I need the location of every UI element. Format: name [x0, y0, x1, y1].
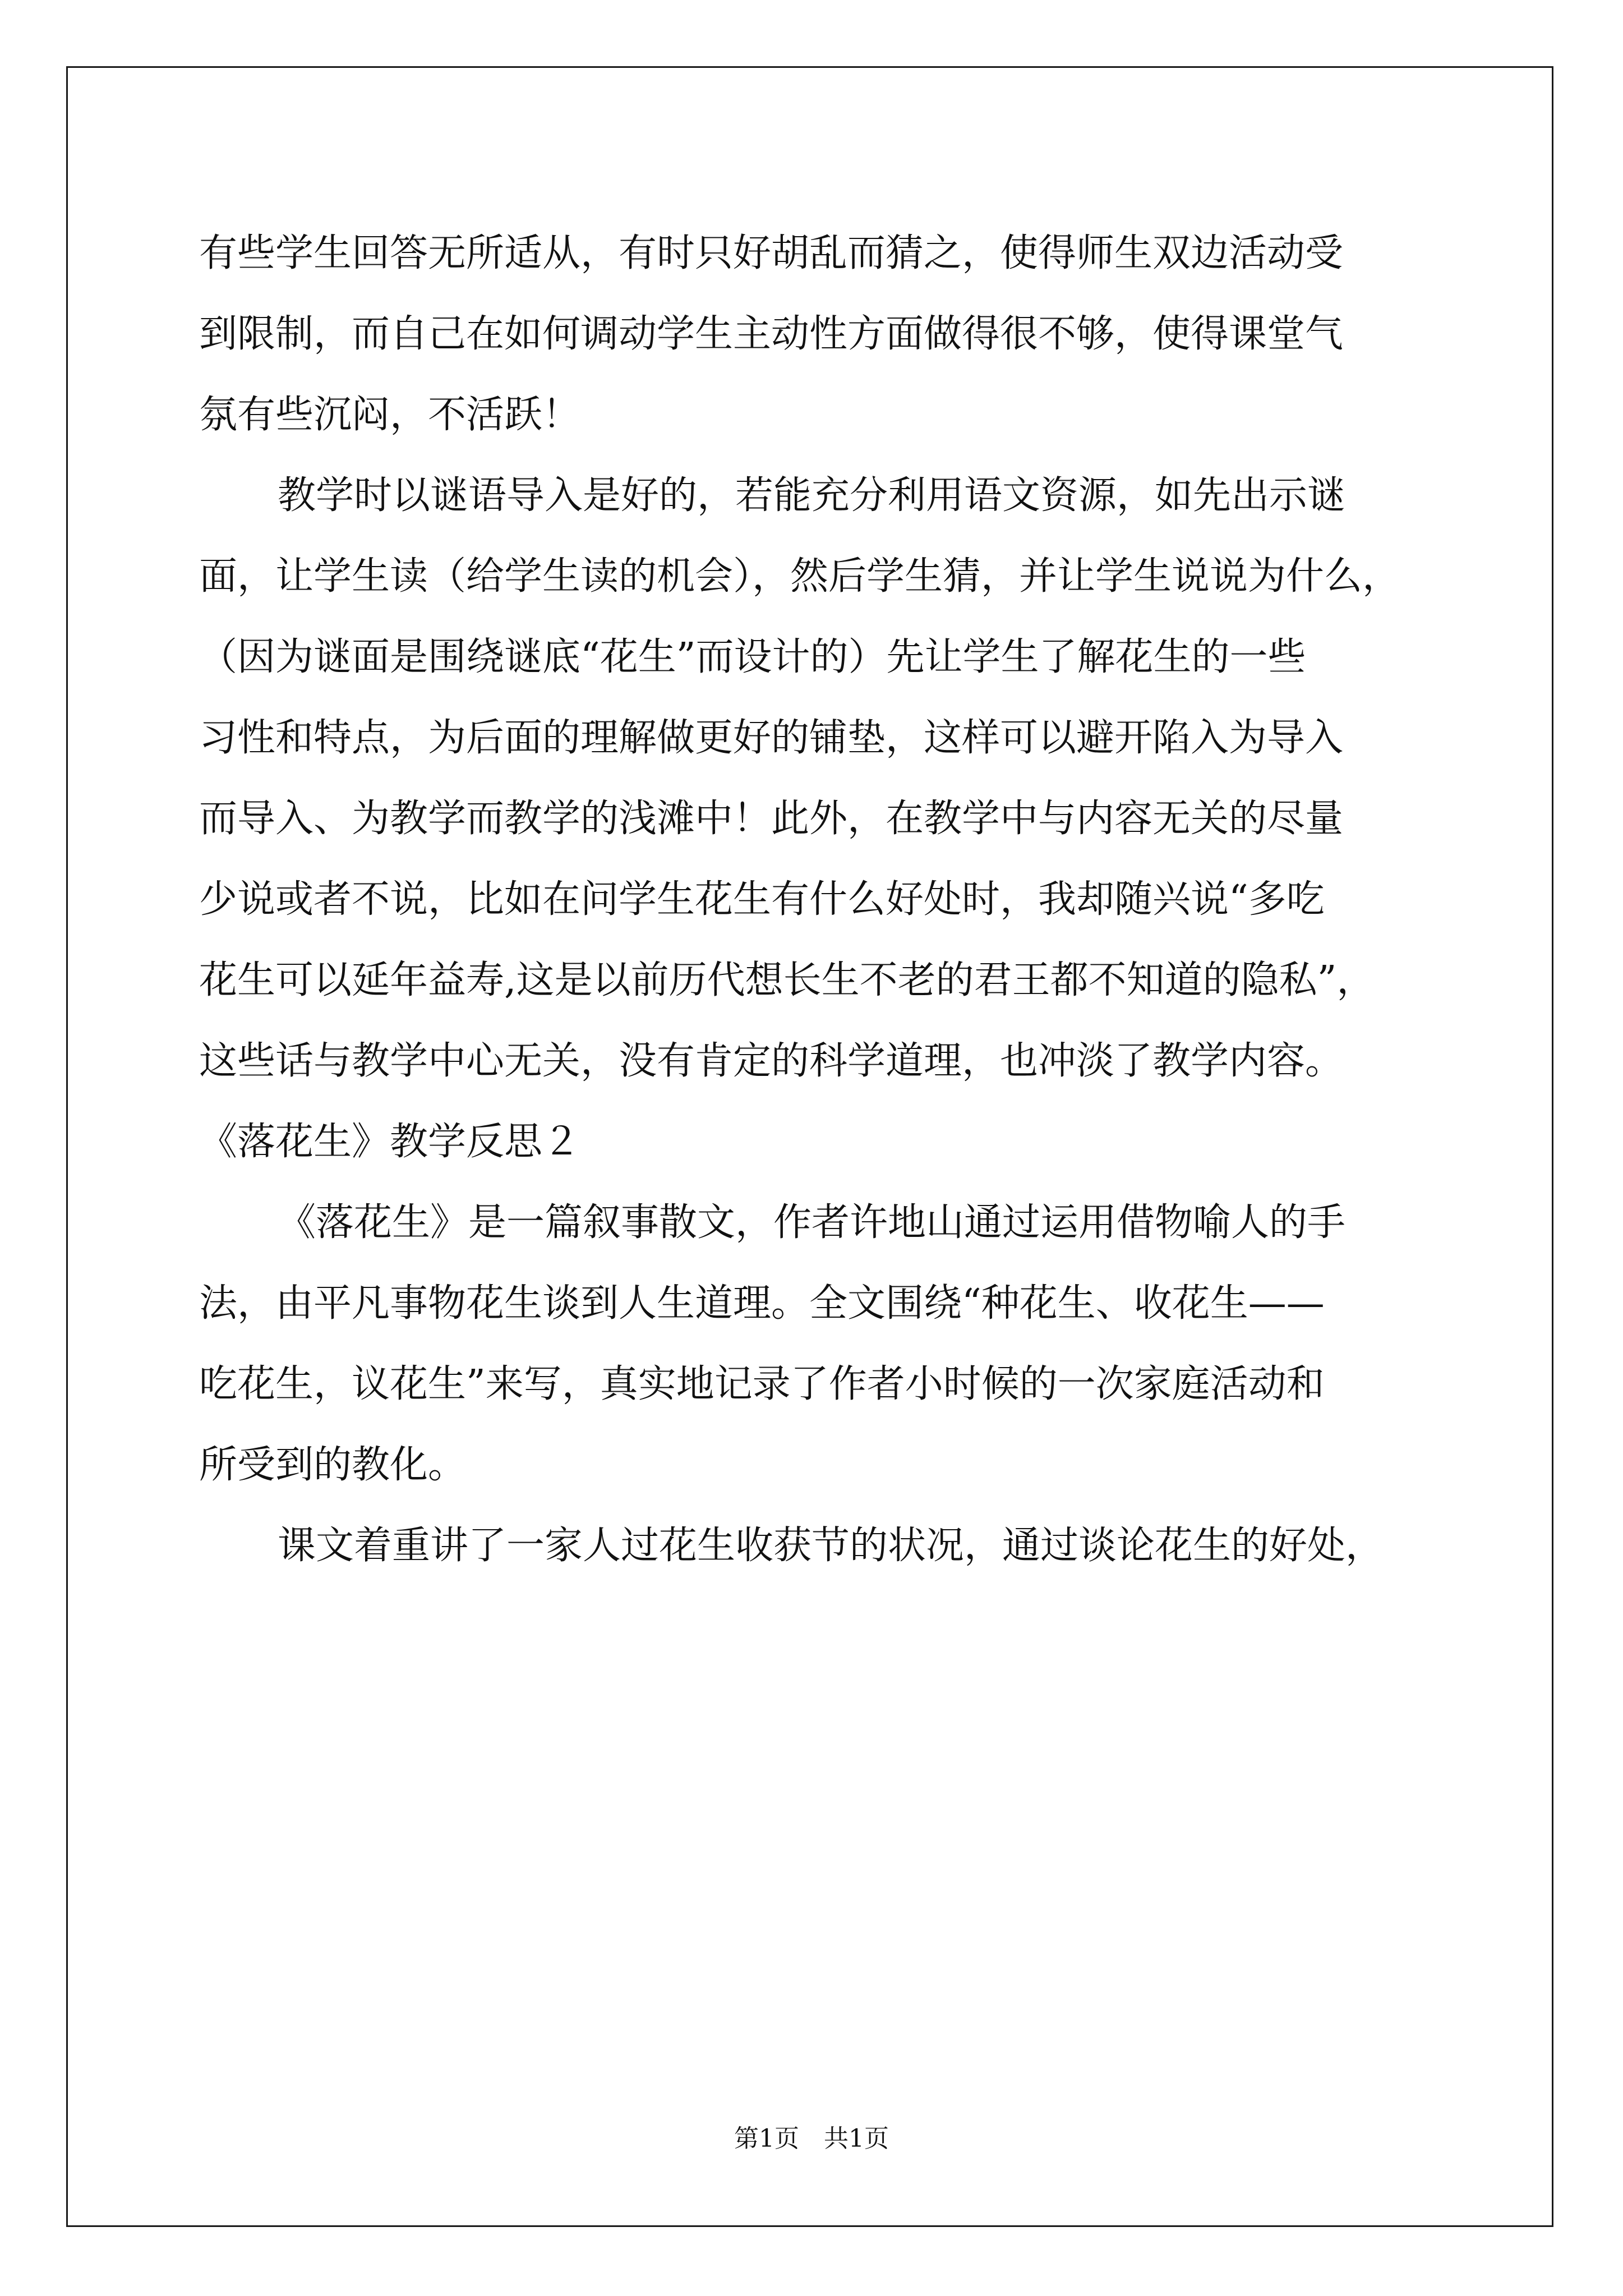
text-line: 到限制，而自己在如何调动学生主动性方面做得很不够，使得课堂气	[199, 312, 1344, 356]
document-body	[199, 213, 1467, 1586]
section-heading: 《落花生》教学反思２	[199, 1120, 581, 1164]
text-line: 这些话与教学中心无关，没有肯定的科学道理，也冲淡了教学内容。	[199, 1039, 1344, 1083]
text-line: 面，让学生读（给学生读的机会），然后学生猜，并让学生说说为什么，	[199, 554, 1401, 599]
text-line: 吃花生，议花生”来写，真实地记录了作者小时候的一次家庭活动和	[199, 1362, 1325, 1406]
text-line: 所受到的教化。	[199, 1443, 467, 1487]
text-line: 法，由平凡事物花生谈到人生道理。全文围绕“种花生、收花生——	[199, 1281, 1325, 1326]
text-line: 而导入、为教学而教学的浅滩中！此外，在教学中与内容无关的尽量	[199, 797, 1344, 841]
text-line: 少说或者不说，比如在问学生花生有什么好处时，我却随兴说“多吃	[199, 877, 1325, 922]
text-line: 习性和特点，为后面的理解做更好的铺垫，这样可以避开陷入为导入	[199, 716, 1344, 760]
text-line: 氛有些沉闷，不活跃！	[199, 393, 581, 437]
page-footer: 第1页 共1页	[734, 2124, 889, 2153]
paragraph-start: 《落花生》是一篇叙事散文，作者许地山通过运用借物喻人的手	[278, 1200, 1346, 1245]
text-line: （因为谜面是围绕谜底“花生”而设计的）先让学生了解花生的一些	[199, 635, 1306, 679]
text-line: 有些学生回答无所适从，有时只好胡乱而猜之，使得师生双边活动受	[199, 231, 1344, 275]
paragraph-start: 教学时以谜语导入是好的，若能充分利用语文资源，如先出示谜	[278, 473, 1346, 518]
paragraph-start: 课文着重讲了一家人过花生收获节的状况，通过谈论花生的好处，	[278, 1524, 1384, 1568]
text-line: 花生可以延年益寿,这是以前历代想长生不老的君王都不知道的隐私”，	[199, 958, 1375, 1002]
